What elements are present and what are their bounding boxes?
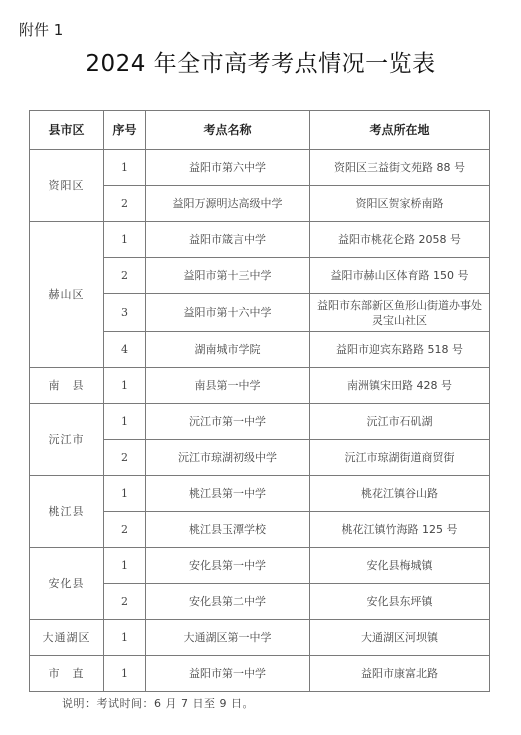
exam-time-note: 说明：考试时间：6 月 7 日至 9 日。 [62,697,254,710]
site-name-cell: 湖南城市学院 [146,332,310,368]
table-row [30,404,490,440]
site-name-cell: 安化县第二中学 [146,584,310,620]
site-address-cell: 安化县梅城镇 [310,548,490,584]
table-row [30,656,490,692]
site-address-cell: 桃花江镇竹海路 125 号 [310,512,490,548]
seq-cell: 1 [104,222,146,258]
seq-cell: 3 [104,294,146,332]
seq-cell: 1 [104,476,146,512]
site-name-cell: 益阳市第十六中学 [146,294,310,332]
table-row [30,476,490,512]
seq-cell: 2 [104,258,146,294]
site-name-cell: 沅江市琼湖初级中学 [146,440,310,476]
site-name-cell: 南县第一中学 [146,368,310,404]
site-address-cell: 益阳市赫山区体育路 150 号 [310,258,490,294]
table-header-row [30,111,490,150]
table-row [30,548,490,584]
seq-cell: 2 [104,186,146,222]
seq-cell: 1 [104,656,146,692]
header-county: 县市区 [30,111,104,150]
county-cell: 资阳区 [30,150,104,222]
site-address-cell: 益阳市东部新区鱼形山街道办事处灵宝山社区 [310,294,490,332]
site-name-cell: 大通湖区第一中学 [146,620,310,656]
seq-cell: 1 [104,404,146,440]
site-name-cell: 桃江县玉潭学校 [146,512,310,548]
seq-cell: 1 [104,368,146,404]
site-name-cell: 桃江县第一中学 [146,476,310,512]
site-address-cell: 益阳市桃花仑路 2058 号 [310,222,490,258]
site-address-cell: 益阳市迎宾东路路 518 号 [310,332,490,368]
site-address-cell: 安化县东坪镇 [310,584,490,620]
seq-cell: 1 [104,150,146,186]
table-row [30,368,490,404]
county-cell: 市 直 [30,656,104,692]
header-seq: 序号 [104,111,146,150]
site-name-cell: 益阳万源明达高级中学 [146,186,310,222]
county-cell: 桃江县 [30,476,104,548]
header-site-address: 考点所在地 [310,111,490,150]
site-address-cell: 益阳市康富北路 [310,656,490,692]
county-cell: 南 县 [30,368,104,404]
table-row [30,150,490,186]
exam-sites-table [29,110,490,692]
site-name-cell: 益阳市第十三中学 [146,258,310,294]
document-title: 2024 年全市高考考点情况一览表 [85,51,436,77]
site-address-cell: 沅江市石矶湖 [310,404,490,440]
county-cell: 沅江市 [30,404,104,476]
site-name-cell: 安化县第一中学 [146,548,310,584]
site-address-cell: 资阳区三益街文苑路 88 号 [310,150,490,186]
seq-cell: 1 [104,548,146,584]
site-name-cell: 益阳市箴言中学 [146,222,310,258]
seq-cell: 1 [104,620,146,656]
seq-cell: 2 [104,440,146,476]
seq-cell: 2 [104,512,146,548]
county-cell: 大通湖区 [30,620,104,656]
site-address-cell: 桃花江镇谷山路 [310,476,490,512]
site-name-cell: 益阳市第一中学 [146,656,310,692]
site-address-cell: 资阳区贺家桥南路 [310,186,490,222]
table-body [30,150,490,692]
header-site-name: 考点名称 [146,111,310,150]
attachment-label: 附件 1 [19,21,64,39]
site-name-cell: 沅江市第一中学 [146,404,310,440]
site-address-cell: 沅江市琼湖街道商贸街 [310,440,490,476]
site-address-cell: 南洲镇宋田路 428 号 [310,368,490,404]
county-cell: 安化县 [30,548,104,620]
site-address-cell: 大通湖区河坝镇 [310,620,490,656]
seq-cell: 2 [104,584,146,620]
site-name-cell: 益阳市第六中学 [146,150,310,186]
table-row [30,222,490,258]
table-row [30,620,490,656]
seq-cell: 4 [104,332,146,368]
county-cell: 赫山区 [30,222,104,368]
